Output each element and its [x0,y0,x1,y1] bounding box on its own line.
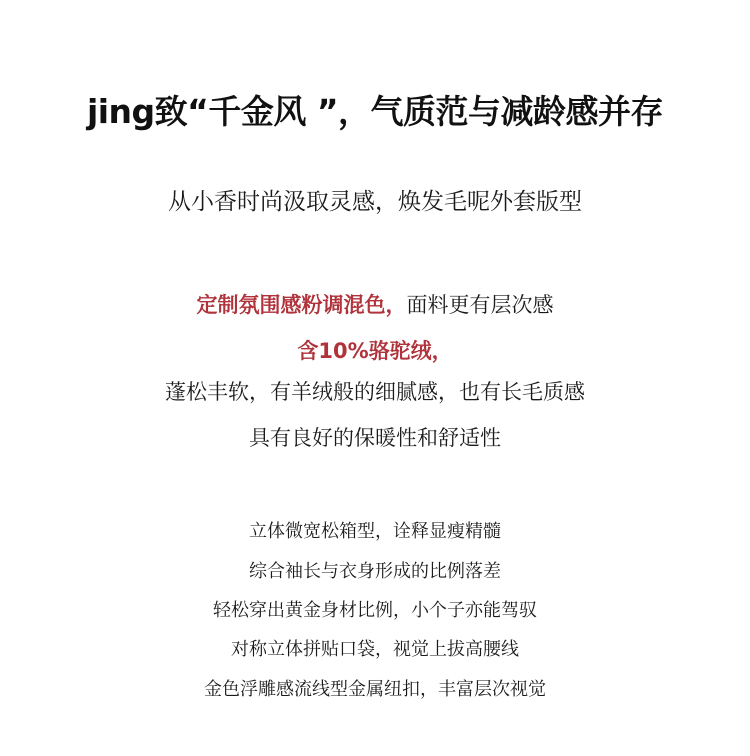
material-line-2: 含10%骆驼绒， [297,339,453,363]
material-line-3: 蓬松丰软，有羊绒般的细腻感，也有长毛质感 [165,380,585,404]
feature-line: 立体微宽松箱型，诠释显瘦精髓 [249,521,501,542]
feature-line: 金色浮雕感流线型金属纽扣，丰富层次视觉 [204,679,546,700]
feature-line: 对称立体拼贴口袋，视觉上拔高腰线 [231,639,519,660]
material-line-4: 具有良好的保暖性和舒适性 [249,426,501,450]
page-subtitle: 从小香时尚汲取灵感，焕发毛呢外套版型 [168,189,582,215]
feature-line: 轻松穿出黄金身材比例，小个子亦能驾驭 [213,600,537,621]
page-title: jing致“千金风 ”，气质范与减龄感并存 [86,92,664,131]
material-line-1 [0,289,750,319]
feature-line: 综合袖长与衣身形成的比例落差 [249,561,501,582]
material-highlight: 定制氛围感粉调混色， [196,293,407,317]
material-line-1-text: 面料更有层次感 [406,293,554,317]
